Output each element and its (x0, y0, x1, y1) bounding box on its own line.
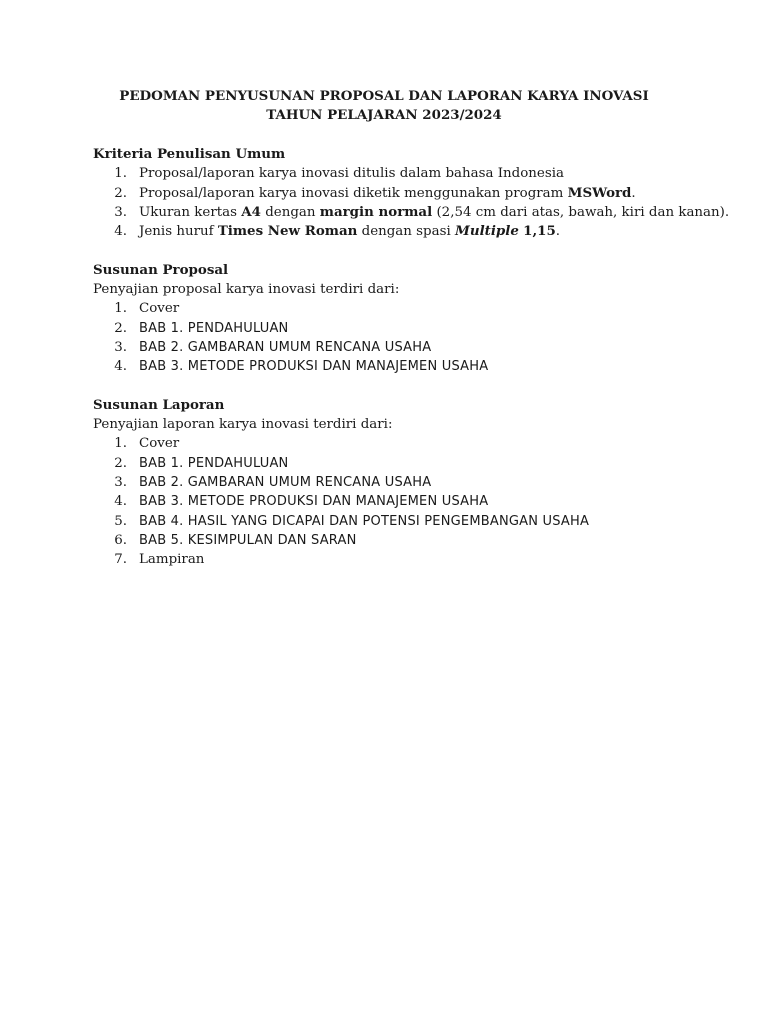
list-text: Lampiran (139, 552, 205, 568)
list-item (93, 299, 693, 318)
list-item (93, 473, 693, 492)
list-text: Jenis huruf (139, 224, 218, 240)
list-text: Ukuran kertas (139, 204, 242, 220)
document-body (93, 145, 730, 570)
list-item (93, 357, 693, 376)
list-text-bold: MSWord (567, 184, 632, 201)
list-text: BAB 2. GAMBARAN UMUM RENCANA USAHA (139, 339, 432, 355)
list-text-bold-italic: Multiple (455, 223, 519, 240)
list-number: 4. (114, 494, 127, 510)
list-item (93, 338, 693, 357)
list-item (93, 531, 693, 550)
list-number: 5. (114, 513, 127, 529)
list-text: (2,54 cm dari atas, bawah, kiri dan kanan). (432, 204, 730, 220)
proposal-list (93, 299, 693, 376)
list-text: BAB 5. KESIMPULAN DAN SARAN (139, 532, 357, 548)
list-text: BAB 1. PENDAHULUAN (139, 320, 289, 336)
list-number: 2. (114, 185, 127, 201)
list-item (93, 164, 693, 183)
list-number: 7. (114, 552, 127, 568)
list-text-bold: 1,15 (523, 223, 556, 240)
list-number: 1. (114, 301, 127, 317)
section-kriteria (93, 145, 730, 241)
list-item (93, 222, 693, 241)
list-text: dengan (260, 204, 320, 220)
spacer (93, 377, 693, 396)
list-item (93, 550, 693, 569)
list-number: 6. (114, 532, 127, 548)
list-item (93, 319, 693, 338)
list-number: 3. (114, 204, 127, 220)
section-heading-kriteria: Kriteria Penulisan Umum (93, 146, 286, 162)
list-item (93, 434, 693, 453)
list-number: 1. (114, 166, 127, 182)
list-item (93, 512, 693, 531)
document-title-line2: TAHUN PELAJARAN 2023/2024 (266, 107, 502, 123)
section-heading-laporan: Susunan Laporan (93, 396, 225, 413)
list-text: BAB 3. METODE PRODUKSI DAN MANAJEMEN USAHA (139, 494, 489, 510)
section-laporan (93, 396, 693, 570)
list-text: BAB 3. METODE PRODUKSI DAN MANAJEMEN USAHA (139, 359, 489, 375)
list-number: 1. (114, 436, 127, 452)
section-intro: Penyajian laporan karya inovasi terdiri dari: (93, 417, 393, 433)
list-text-bold: Times New Roman (217, 223, 358, 240)
list-text: . (631, 185, 636, 201)
list-number: 3. (114, 475, 127, 491)
section-intro: Penyajian proposal karya inovasi terdiri dari: (93, 282, 400, 298)
kriteria-list (93, 164, 730, 241)
laporan-list (93, 434, 693, 569)
spacer (93, 241, 693, 260)
document-title-line1: PEDOMAN PENYUSUNAN PROPOSAL DAN LAPORAN KARYA INOVASI (119, 88, 649, 104)
list-text: BAB 2. GAMBARAN UMUM RENCANA USAHA (139, 475, 432, 491)
list-text-bold: A4 (241, 203, 261, 220)
list-number: 4. (114, 224, 127, 240)
list-text: dengan spasi (357, 224, 456, 240)
list-number: 2. (114, 320, 127, 336)
list-text: BAB 1. PENDAHULUAN (139, 455, 289, 471)
list-text: Cover (139, 436, 180, 452)
list-number: 4. (114, 359, 127, 375)
list-item (93, 184, 693, 203)
list-number: 2. (114, 455, 127, 471)
list-text: Proposal/laporan karya inovasi diketik menggunakan program (139, 185, 568, 201)
list-number: 3. (114, 339, 127, 355)
list-text-bold: margin normal (319, 203, 433, 220)
list-text: BAB 4. HASIL YANG DICAPAI DAN POTENSI PENGEMBANGAN USAHA (139, 513, 590, 529)
section-heading-proposal: Susunan Proposal (93, 261, 229, 278)
list-text: . (555, 224, 561, 240)
list-item (93, 203, 730, 222)
section-proposal (93, 261, 693, 377)
list-item (93, 454, 693, 473)
list-text: Proposal/laporan karya inovasi ditulis dalam bahasa Indonesia (139, 166, 564, 182)
list-text: Cover (139, 301, 180, 317)
list-item (93, 492, 693, 511)
